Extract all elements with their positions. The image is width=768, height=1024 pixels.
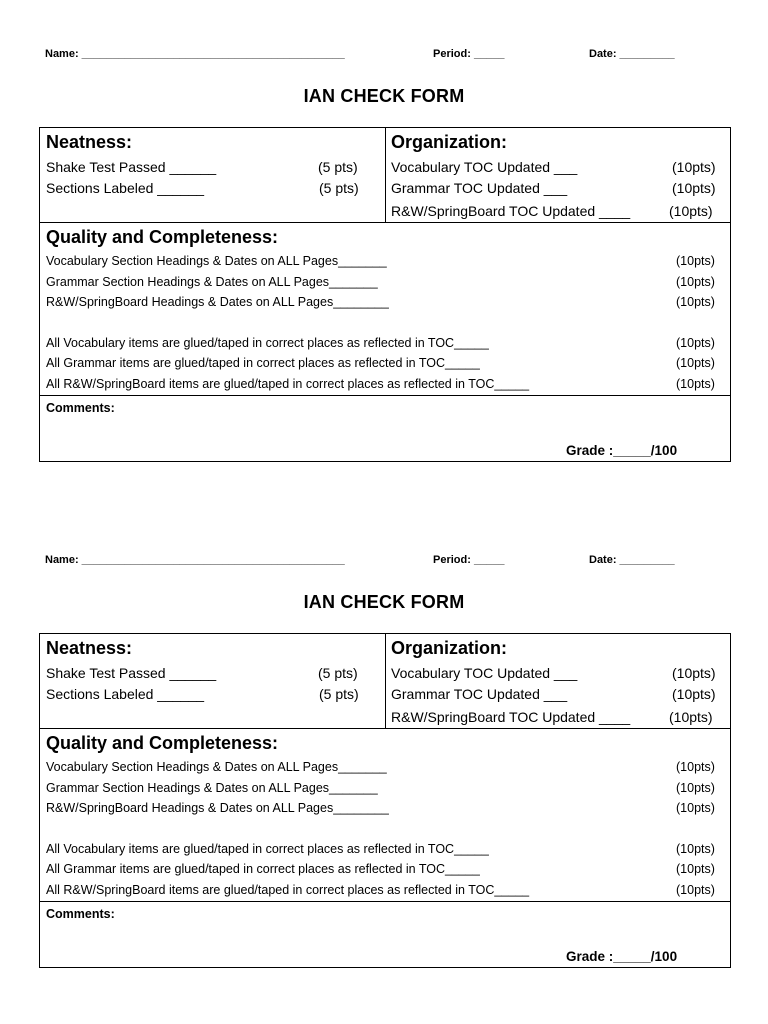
neatness-item-label: Sections Labeled ______ — [46, 180, 205, 196]
neatness-item-points: (5 pts) — [318, 665, 358, 681]
check-table — [39, 127, 731, 462]
organization-title: Organization: — [391, 132, 507, 152]
quality-item-points: (10pts) — [676, 842, 715, 856]
organization-item-points: (10pts) — [672, 686, 716, 702]
grade-label: Grade :_____/100 — [566, 949, 678, 964]
comments-label: Comments: — [46, 907, 115, 921]
quality-item-points: (10pts) — [676, 275, 715, 289]
organization-item-label: Grammar TOC Updated ___ — [391, 686, 568, 702]
row-divider — [40, 901, 730, 902]
quality-item-label: All Vocabulary items are glued/taped in correct places as reflected in TOC_____ — [46, 336, 489, 350]
quality-item-points: (10pts) — [676, 254, 715, 268]
check-table — [39, 633, 731, 968]
grade-label: Grade :_____/100 — [566, 443, 678, 458]
organization-item-label: Vocabulary TOC Updated ___ — [391, 159, 578, 175]
organization-title: Organization: — [391, 638, 507, 658]
quality-item-points: (10pts) — [676, 295, 715, 309]
date-field-label: Date: _________ — [589, 554, 675, 566]
organization-item-points: (10pts) — [672, 180, 716, 196]
quality-item-label: All Grammar items are glued/taped in correct places as reflected in TOC_____ — [46, 862, 480, 876]
quality-item-label: Grammar Section Headings & Dates on ALL Pages_______ — [46, 275, 378, 289]
check-form-2 — [0, 506, 768, 976]
neatness-item-label: Shake Test Passed ______ — [46, 665, 217, 681]
quality-item-points: (10pts) — [676, 781, 715, 795]
neatness-title: Neatness: — [46, 638, 133, 658]
row-divider — [40, 728, 730, 729]
organization-item-label: Vocabulary TOC Updated ___ — [391, 665, 578, 681]
quality-item-label: All Vocabulary items are glued/taped in correct places as reflected in TOC_____ — [46, 842, 489, 856]
comments-label: Comments: — [46, 401, 115, 415]
neatness-item-label: Sections Labeled ______ — [46, 686, 205, 702]
quality-title: Quality and Completeness: — [46, 733, 279, 753]
neatness-item-points: (5 pts) — [319, 180, 359, 196]
quality-item-points: (10pts) — [676, 862, 715, 876]
organization-item-points: (10pts) — [669, 203, 713, 219]
quality-item-label: All R&W/SpringBoard items are glued/taped in correct places as reflected in TOC_____ — [46, 377, 530, 391]
quality-title: Quality and Completeness: — [46, 227, 279, 247]
row-divider — [40, 395, 730, 396]
neatness-item-points: (5 pts) — [319, 686, 359, 702]
quality-item-label: Grammar Section Headings & Dates on ALL Pages_______ — [46, 781, 378, 795]
quality-item-label: All R&W/SpringBoard items are glued/taped in correct places as reflected in TOC_____ — [46, 883, 530, 897]
quality-item-points: (10pts) — [676, 883, 715, 897]
quality-item-points: (10pts) — [676, 377, 715, 391]
neatness-title: Neatness: — [46, 132, 133, 152]
quality-item-label: Vocabulary Section Headings & Dates on ALL Pages_______ — [46, 760, 387, 774]
quality-item-label: All Grammar items are glued/taped in correct places as reflected in TOC_____ — [46, 356, 480, 370]
organization-item-label: Grammar TOC Updated ___ — [391, 180, 568, 196]
quality-item-label: Vocabulary Section Headings & Dates on ALL Pages_______ — [46, 254, 387, 268]
quality-item-points: (10pts) — [676, 336, 715, 350]
quality-item-label: R&W/SpringBoard Headings & Dates on ALL Pages________ — [46, 801, 389, 815]
organization-item-points: (10pts) — [669, 709, 713, 725]
quality-item-points: (10pts) — [676, 760, 715, 774]
organization-item-label: R&W/SpringBoard TOC Updated ____ — [391, 203, 631, 219]
neatness-item-points: (5 pts) — [318, 159, 358, 175]
form-title: IAN CHECK FORM — [303, 592, 465, 612]
neatness-item-label: Shake Test Passed ______ — [46, 159, 217, 175]
check-form-1 — [0, 0, 768, 470]
period-field-label: Period: _____ — [433, 554, 505, 566]
column-divider — [385, 128, 386, 222]
quality-item-points: (10pts) — [676, 801, 715, 815]
organization-item-points: (10pts) — [672, 159, 716, 175]
name-field-label: Name: ___________________________________________ — [45, 48, 345, 60]
name-field-label: Name: ___________________________________________ — [45, 554, 345, 566]
row-divider — [40, 222, 730, 223]
organization-item-label: R&W/SpringBoard TOC Updated ____ — [391, 709, 631, 725]
quality-item-points: (10pts) — [676, 356, 715, 370]
quality-item-label: R&W/SpringBoard Headings & Dates on ALL Pages________ — [46, 295, 389, 309]
column-divider — [385, 634, 386, 728]
form-title: IAN CHECK FORM — [303, 86, 465, 106]
date-field-label: Date: _________ — [589, 48, 675, 60]
organization-item-points: (10pts) — [672, 665, 716, 681]
period-field-label: Period: _____ — [433, 48, 505, 60]
